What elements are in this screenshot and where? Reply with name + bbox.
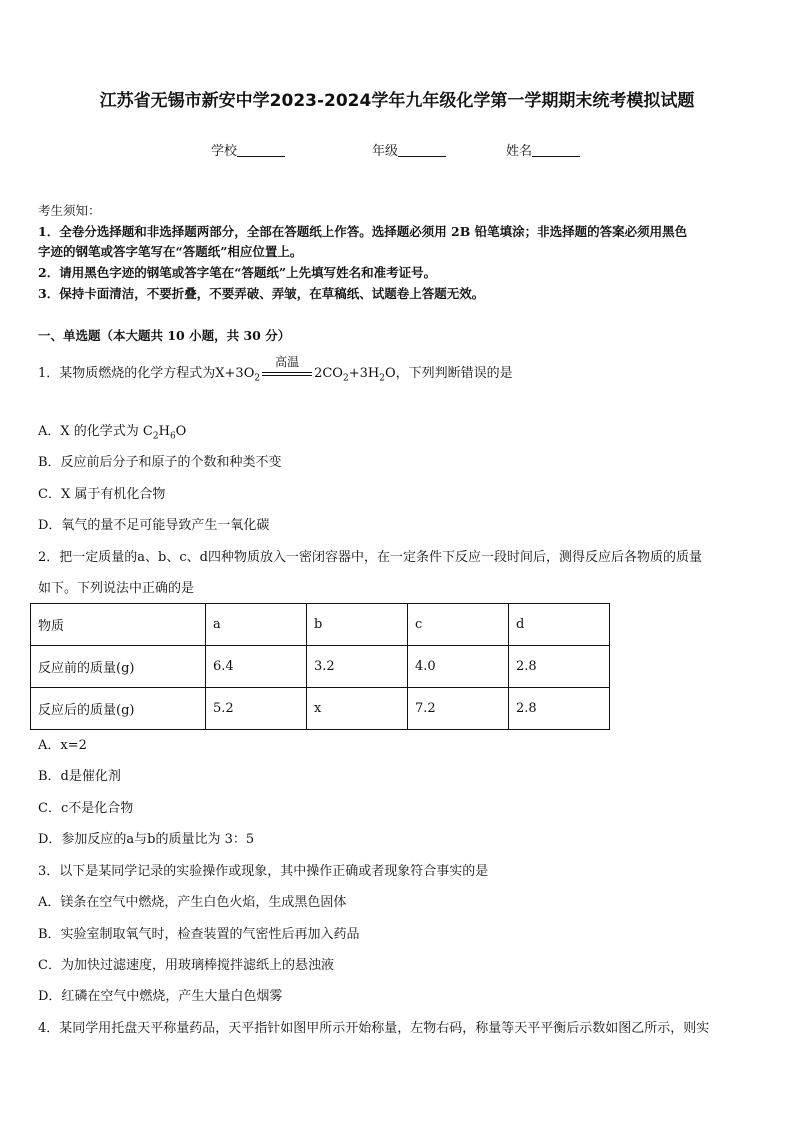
table-cell: 7.2	[408, 688, 509, 730]
name-blank	[532, 143, 580, 157]
q3-option-c: C．为加快过滤速度，用玻璃棒搅拌滤纸上的悬浊液	[38, 958, 334, 973]
table-cell: 2.8	[509, 646, 610, 688]
q1-rhs-b: +3H	[348, 366, 380, 381]
table-cell: x	[307, 688, 408, 730]
reaction-arrow	[262, 354, 312, 381]
name-field	[506, 140, 580, 159]
table-cell: 4.0	[408, 646, 509, 688]
question-2-line-1: 2．把一定质量的a、b、c、d四种物质放入一密闭容器中，在一定条件下反应一段时间后，测得反应后各物质的质量	[38, 550, 702, 565]
school-blank	[237, 143, 285, 157]
q3-option-d: D．红磷在空气中燃烧，产生大量白色烟雾	[38, 989, 283, 1004]
grade-field	[372, 140, 446, 159]
table-cell: 3.2	[307, 646, 408, 688]
q1-prefix: 1．某物质燃烧的化学方程式为	[38, 366, 216, 381]
q1-option-a-end: O	[175, 424, 187, 439]
table-cell: 反应前的质量(g)	[31, 646, 206, 688]
reaction-condition: 高温	[275, 354, 300, 369]
q1-rhs-a-sub: 2	[342, 373, 349, 384]
table-header-cell: d	[509, 604, 610, 646]
q1-suffix: ，下列判断错误的是	[395, 366, 513, 381]
q1-lhs-sub: 2	[254, 373, 261, 384]
notice-line-1: 1．全卷分选择题和非选择题两部分，全部在答题纸上作答。选择题必须用 2B 铅笔填涂；非选择题的答案必须用黑色	[38, 224, 688, 239]
name-label: 姓名	[506, 144, 533, 159]
table-cell: 反应后的质量(g)	[31, 688, 206, 730]
q1-option-a-sub2: 6	[169, 431, 176, 442]
q1-option-a-sub1: 2	[152, 431, 159, 442]
q2-option-a: A．x=2	[38, 738, 87, 753]
q1-option-b: B．反应前后分子和原子的个数和种类不变	[38, 455, 282, 470]
question-2-line-2: 如下。下列说法中正确的是	[38, 581, 195, 596]
q1-option-a	[38, 422, 186, 447]
notice-line-2: 字迹的钢笔或答字笔写在“答题纸”相应位置上。	[38, 244, 303, 259]
q2-option-b: B．d是催化剂	[38, 769, 121, 784]
grade-label: 年级	[372, 144, 399, 159]
school-label: 学校	[211, 144, 238, 159]
table-header-cell: b	[307, 604, 408, 646]
q1-option-c: C．X 属于有机化合物	[38, 487, 166, 502]
notice-line-3: 2．请用黑色字迹的钢笔或答字笔在“答题纸”上先填写姓名和准考证号。	[38, 265, 437, 280]
notice-line-4: 3．保持卡面清洁，不要折叠，不要弄破、弄皱，在草稿纸、试题卷上答题无效。	[38, 286, 485, 301]
section-heading: 一、单选题（本大题共 10 小题，共 30 分）	[38, 328, 291, 343]
table-header-row	[31, 604, 610, 646]
table-row	[31, 646, 610, 688]
question-1-stem	[38, 354, 513, 384]
q2-option-d: D．参加反应的a与b的质量比为 3：5	[38, 832, 255, 847]
q3-option-b: B．实验室制取氧气时，检查装置的气密性后再加入药品	[38, 927, 360, 942]
q1-rhs-b-sub: 2	[379, 373, 385, 384]
table-row	[31, 688, 610, 730]
q1-option-d: D．氧气的量不足可能导致产生一氧化碳	[38, 518, 270, 533]
grade-blank	[398, 143, 446, 157]
notice-heading: 考生须知：	[38, 203, 101, 218]
question-4-stem: 4．某同学用托盘天平称量药品，天平指针如图甲所示开始称量，左物右码，称量等天平平衡后示数如图乙所示，则实	[38, 1021, 710, 1036]
school-field	[211, 140, 285, 159]
table-cell: 2.8	[509, 688, 610, 730]
q1-rhs-c: O	[384, 366, 396, 381]
table-header-cell: a	[206, 604, 307, 646]
q1-lhs: X+3O	[215, 366, 255, 381]
page-title: 江苏省无锡市新安中学2023-2024学年九年级化学第一学期期末统考模拟试题	[99, 91, 695, 111]
q1-option-a-mid: H	[158, 424, 170, 439]
question-3-stem: 3．以下是某同学记录的实验操作或现象，其中操作正确或者现象符合事实的是	[38, 864, 489, 879]
mass-table	[30, 603, 610, 730]
table-cell: 6.4	[206, 646, 307, 688]
q3-option-a: A．镁条在空气中燃烧，产生白色火焰，生成黑色固体	[38, 895, 347, 910]
q1-option-a-text: A．X 的化学式为 C	[38, 424, 153, 439]
q2-option-c: C．c不是化合物	[38, 801, 134, 816]
table-cell: 5.2	[206, 688, 307, 730]
table-header-cell: c	[408, 604, 509, 646]
q1-rhs-a: 2CO	[314, 366, 343, 381]
table-header-cell: 物质	[31, 604, 206, 646]
